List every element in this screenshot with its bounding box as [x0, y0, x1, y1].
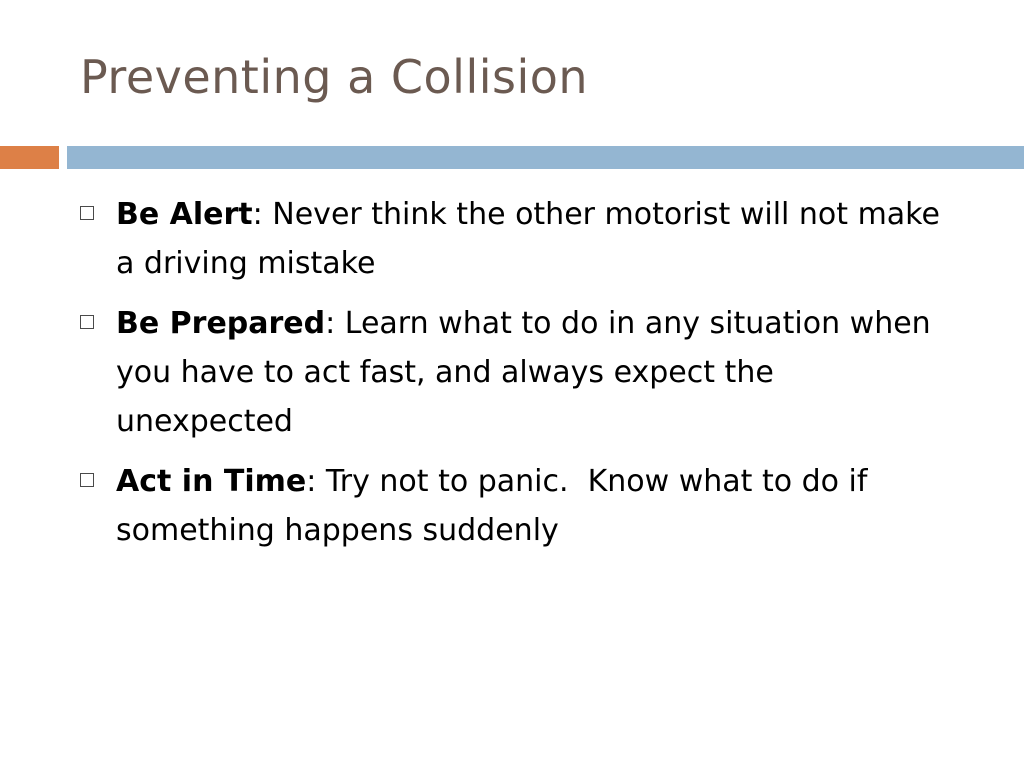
bullet-separator: : — [306, 464, 317, 499]
bullet-text: Learn what to do in any situation when you have to act fast, and always expect the unexpected — [116, 306, 931, 439]
bullet-item-be-alert — [78, 190, 958, 288]
bullet-text: Try not to panic. Know what to do if something happens suddenly — [116, 464, 877, 548]
bullet-item-be-prepared — [78, 299, 958, 446]
square-bullet-icon — [80, 473, 94, 487]
bullet-separator: : — [325, 306, 336, 341]
bullet-term: Be Prepared — [116, 306, 326, 341]
bullet-item-act-in-time — [78, 457, 958, 555]
bullet-text: Never think the other motorist will not make a driving mistake — [116, 197, 940, 281]
square-bullet-icon — [80, 206, 94, 220]
bullet-separator: : — [252, 197, 263, 232]
bullet-term: Act in Time — [116, 464, 307, 499]
square-bullet-icon — [80, 315, 94, 329]
slide-title: Preventing a Collision — [80, 50, 589, 104]
accent-bar — [0, 146, 59, 169]
bullet-term: Be Alert — [116, 197, 253, 232]
bullet-list — [78, 190, 958, 566]
title-rule-bar — [67, 146, 1024, 169]
